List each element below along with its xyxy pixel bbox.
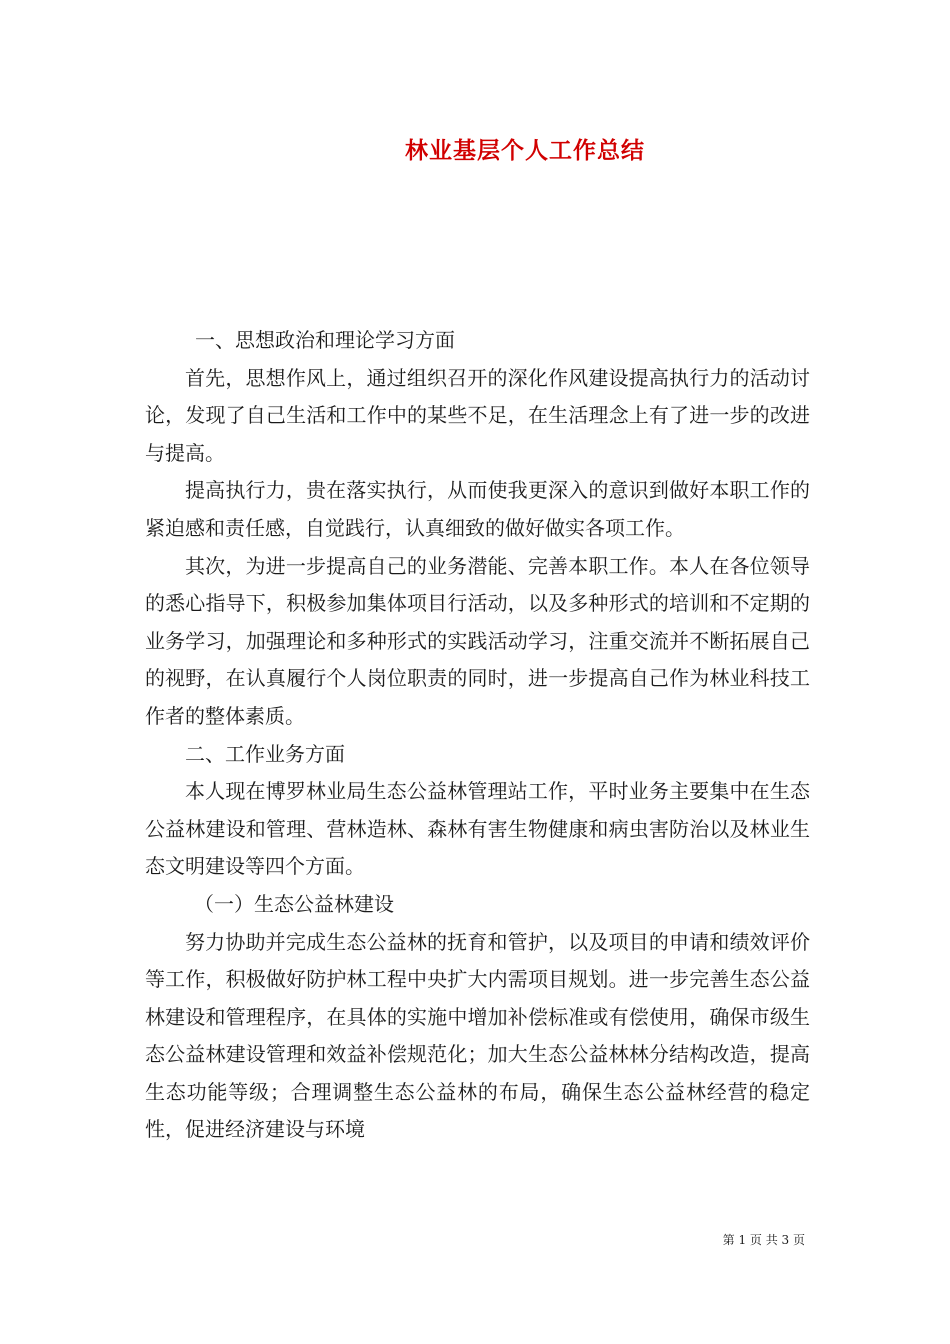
paragraph: 其次，为进一步提高自己的业务潜能、完善本职工作。本人在各位领导的悉心指导下，积极参加集体项目行活动，以及多种形式的培训和不定期的业务学习，加强理论和多种形式的实践活动学习，注重交流并不断拓展自己的视野，在认真履行个人岗位职责的同时，进一步提高自己作为林业科技工作者的整体素质。 xyxy=(145,553,810,728)
paragraph: 首先，思想作风上，通过组织召开的深化作风建设提高执行力的活动讨论，发现了自己生活和工作中的某些不足，在生活理念上有了进一步的改进与提高。 xyxy=(145,365,810,465)
subsection-heading-1: （一）生态公益林建设 xyxy=(194,891,394,916)
paragraph: 提高执行力，贵在落实执行，从而使我更深入的意识到做好本职工作的紧迫感和责任感，自觉践行，认真细致的做好做实各项工作。 xyxy=(145,478,810,540)
paragraph: 努力协助并完成生态公益林的抚育和管护，以及项目的申请和绩效评价等工作，积极做好防护林工程中央扩大内需项目规划。进一步完善生态公益林建设和管理程序，在具体的实施中增加补偿标准或有偿使用，确保市级生态公益林建设管理和效益补偿规范化；加大生态公益林林分结构改造，提高生态功能等级；合理调整生态公益林的布局，确保生态公益林经营的稳定性，促进经济建设与环境 xyxy=(145,929,810,1142)
section-heading-2: 二、工作业务方面 xyxy=(185,741,345,766)
paragraph: 本人现在博罗林业局生态公益林管理站工作，平时业务主要集中在生态公益林建设和管理、营林造林、森林有害生物健康和病虫害防治以及林业生态文明建设等四个方面。 xyxy=(145,779,810,879)
document-title: 林业基层个人工作总结 xyxy=(405,137,645,164)
document-body xyxy=(145,322,810,1149)
section-heading-1: 一、思想政治和理论学习方面 xyxy=(195,328,455,352)
page-number: 第 1 页 共 3 页 xyxy=(722,1233,805,1247)
